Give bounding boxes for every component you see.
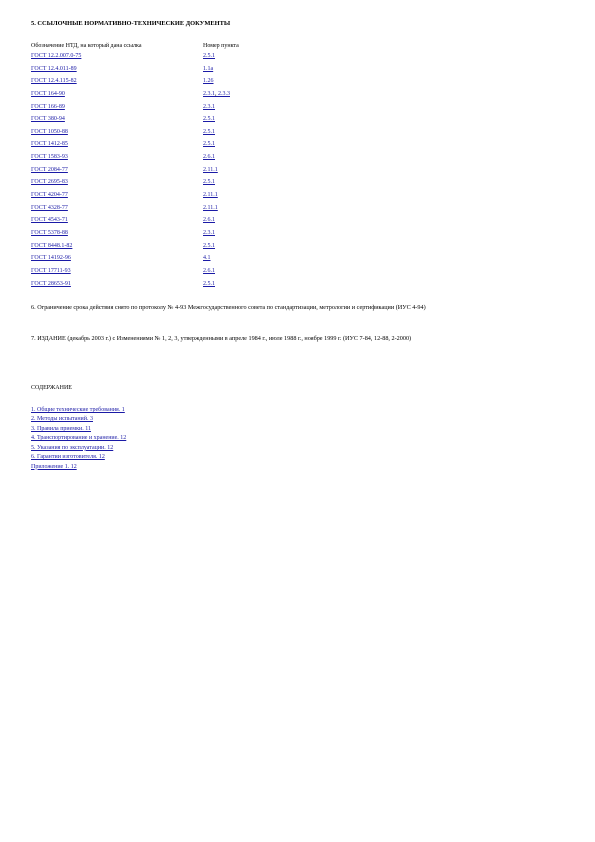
column-header-document: Обозначение НТД, на который дана ссылка — [31, 43, 142, 49]
clause-link[interactable]: 2.5.1 — [203, 242, 215, 249]
document-link[interactable]: ГОСТ 2084-77 — [31, 166, 68, 173]
clause-separator: , — [215, 90, 218, 97]
clause-link[interactable]: 2.11.1 — [203, 166, 218, 173]
document-link[interactable]: ГОСТ 5378-88 — [31, 229, 68, 236]
clause-link[interactable]: 2.5.1 — [203, 116, 215, 123]
section-6-paragraph: 6. Ограничение срока действия снято по протоколу № 4-93 Межгосударственного совета по стандартизации, метрологии и сертификации (ИУС 4-94) — [31, 304, 426, 311]
document-link[interactable]: ГОСТ 1412-85 — [31, 141, 68, 148]
clause-link[interactable]: 1.1а — [203, 65, 214, 72]
clause-link[interactable]: 2.3.1 — [203, 229, 215, 236]
clause-cell — [203, 141, 215, 147]
toc-item[interactable]: 1. Общие технические требования. 1 — [31, 407, 125, 413]
clause-link[interactable]: 4.1 — [203, 255, 211, 262]
document-link[interactable]: ГОСТ 4543-71 — [31, 217, 68, 224]
clause-link[interactable]: 2.5.1 — [203, 128, 215, 135]
clause-link[interactable]: 2.5.1 — [203, 141, 215, 148]
clause-link[interactable]: 2.11.1 — [203, 192, 218, 199]
document-link[interactable]: ГОСТ 4328-77 — [31, 204, 68, 211]
clause-cell — [203, 154, 215, 160]
toc-item[interactable]: 5. Указания по эксплуатации. 12 — [31, 444, 114, 451]
clause-cell — [203, 205, 218, 211]
clause-link[interactable]: 2.5.1 — [203, 280, 215, 287]
toc-item[interactable]: Приложение 1. 12 — [31, 463, 77, 470]
section-7-paragraph: 7. ИЗДАНИЕ (декабрь 2003 г.) с Изменениями № 1, 2, 3, утвержденными в апреле 1984 г., июле 1988 г., ноябре 1999 г. (ИУС 7-84, 12-88, 2-2000) — [31, 335, 412, 342]
clause-cell — [203, 104, 215, 110]
toc-item[interactable]: 2. Методы испытаний. 3 — [31, 416, 93, 423]
clause-cell — [203, 116, 215, 122]
clause-link[interactable]: 1.26 — [203, 78, 214, 85]
document-link[interactable]: ГОСТ 8448.1-82 — [31, 242, 73, 249]
document-link[interactable]: ГОСТ 14192-96 — [31, 255, 71, 262]
document-link[interactable]: ГОСТ 28653-91 — [31, 280, 71, 287]
clause-cell — [203, 217, 215, 223]
document-link[interactable]: ГОСТ 12.2.007.0-75 — [31, 53, 82, 59]
clause-link[interactable]: 2.3.1 — [203, 103, 215, 110]
toc-item[interactable]: 4. Транспортирование и хранение. 12 — [31, 435, 127, 442]
document-link[interactable]: ГОСТ 1050-88 — [31, 128, 68, 135]
clause-link[interactable]: 2.3.3 — [218, 90, 230, 97]
clause-cell — [203, 91, 230, 97]
clause-cell — [203, 192, 218, 198]
toc-item[interactable]: 3. Правила приемки. 11 — [31, 425, 91, 432]
clause-cell — [203, 78, 214, 84]
document-link[interactable]: ГОСТ 164-90 — [31, 90, 65, 97]
clause-cell — [203, 167, 218, 173]
toc-title: СОДЕРЖАНИЕ — [31, 385, 72, 391]
table-of-contents — [31, 407, 126, 473]
clause-cell — [203, 53, 215, 59]
clause-cell — [203, 129, 215, 135]
document-link[interactable]: ГОСТ 4204-77 — [31, 192, 68, 199]
document-link[interactable]: ГОСТ 380-94 — [31, 116, 65, 123]
clause-link[interactable]: 2.11.1 — [203, 204, 218, 211]
toc-item[interactable]: 6. Гарантии изготовителя. 12 — [31, 454, 105, 461]
clause-cell — [203, 281, 215, 287]
clause-cell — [203, 66, 213, 72]
clause-cell — [203, 243, 215, 249]
clause-cell — [203, 268, 215, 274]
clause-link[interactable]: 2.6.1 — [203, 154, 215, 161]
clause-link[interactable]: 2.5.1 — [203, 53, 215, 59]
document-link[interactable]: ГОСТ 17711-93 — [31, 267, 71, 274]
section-5-heading: 5. ССЫЛОЧНЫЕ НОРМАТИВНО-ТЕХНИЧЕСКИЕ ДОКУМЕНТЫ — [31, 20, 231, 27]
document-link[interactable]: ГОСТ 12.4.115-82 — [31, 78, 77, 85]
clause-link[interactable]: 2.6.1 — [203, 267, 215, 274]
clause-link[interactable]: 2.3.1 — [203, 90, 215, 97]
clause-cell — [203, 230, 215, 236]
document-link[interactable]: ГОСТ 12.4.011-89 — [31, 65, 77, 72]
document-link[interactable]: ГОСТ 1583-93 — [31, 154, 68, 161]
document-link[interactable]: ГОСТ 166-89 — [31, 103, 65, 110]
column-header-clause: Номер пункта — [203, 43, 239, 49]
clause-link[interactable]: 2.5.1 — [203, 179, 215, 186]
clause-cell — [203, 179, 215, 185]
clause-link[interactable]: 2.6.1 — [203, 217, 215, 224]
document-link[interactable]: ГОСТ 2695-83 — [31, 179, 68, 186]
clause-cell — [203, 255, 211, 261]
